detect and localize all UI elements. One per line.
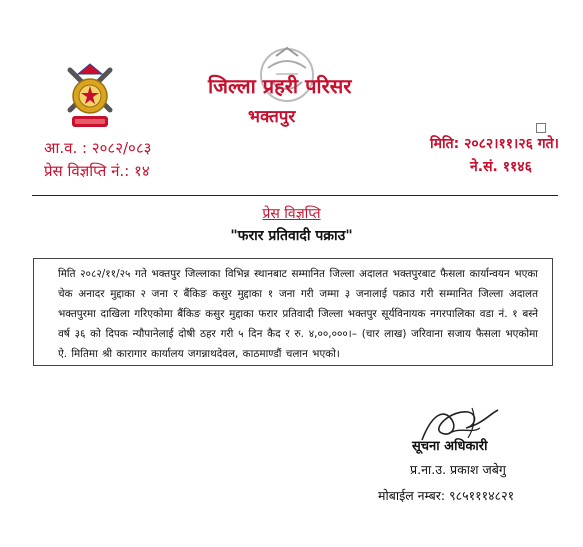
notice-body-text: मिति २०८२/११/२५ गते भक्तपुर जिल्लाका विभिन्न स्थानबाट सम्मानित जिल्ला अदालत भक्तपुरबाट फैसला कार्यान्वयन भएका चेक अनादर मुद्दाका २ जना र बैंकिङ कसुर मुद्दाका १ जना गरी जम्मा ३ जनालाई पक्राउ गरी सम्मानित जिल्ला अदालत भक्तपुरमा दाखिला गरिएकोमा बैंकिङ कसुर मुद्दाका फरार प्रतिवादी जिल्ला भक्तपुर सूर्यविनायक नगरपालिका वडा नं. १ बस्ने वर्ष ३६ को दिपक न्यौपानेलाई दोषी ठहर गरी ५ दिन कैद र रु. ४,००,०००।– (चार लाख) जरिवाना सजाय फैसला भएकोमा ऐ. मितिमा श्री कारागार कार्यालय जगन्नाथदेवल, काठमाण्डौं चलान भएको।: [58, 268, 538, 360]
notice-title: "फरार प्रतिवादी पक्राउ": [230, 228, 353, 244]
notice-heading: प्रेस विज्ञप्ति: [262, 206, 321, 222]
fiscal-year: आ.व. : २०८२/०८३: [44, 139, 152, 157]
press-release-number: प्रेस विज्ञप्ति नं.: १४: [44, 162, 150, 180]
office-place: भक्तपुर: [248, 107, 296, 127]
office-title: जिल्ला प्रहरी परिसर: [208, 74, 352, 98]
nepal-samvat-year: ने.सं. ११४६: [470, 159, 532, 175]
release-date: मिति: २०८२।११।२६ गते।: [430, 136, 559, 152]
officer-mobile: मोबाईल नम्बर: ९८५१११४८२१: [378, 488, 515, 503]
corner-checkbox: [536, 123, 546, 133]
officer-title: सूचना अधिकारी: [412, 439, 488, 454]
nepal-police-emblem-icon: [62, 62, 118, 134]
officer-name: प्र.ना.उ. प्रकाश जबेगु: [410, 462, 506, 477]
header-divider: [32, 195, 558, 196]
